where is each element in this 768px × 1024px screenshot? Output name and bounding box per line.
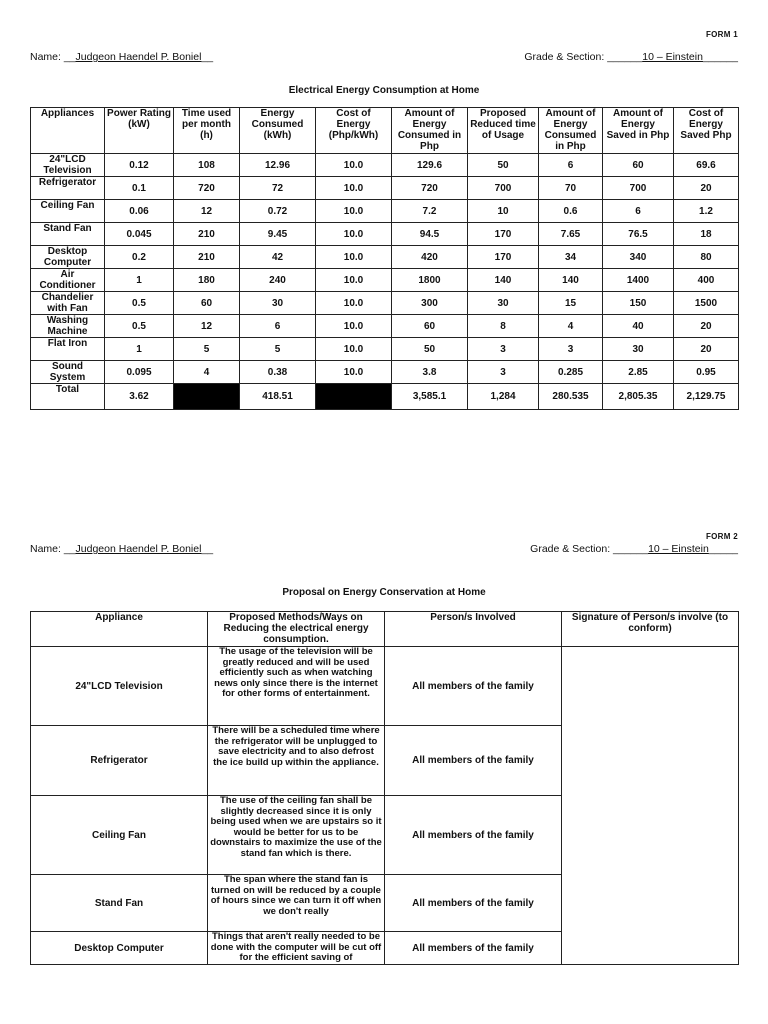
header-cell: Amount of Energy Saved in Php [603,108,674,154]
value-cell: 0.2 [105,246,174,269]
value-cell: 0.5 [105,292,174,315]
total-label: Total [31,384,105,410]
header-cell: Time used per month (h) [174,108,240,154]
value-cell: 0.72 [240,200,316,223]
value-cell: 1.2 [674,200,739,223]
value-cell: 0.12 [105,154,174,177]
header-cell: Cost of Energy Saved Php [674,108,739,154]
value-cell: 5 [174,338,240,361]
value-cell: 700 [468,177,539,200]
table-row [31,292,739,315]
method-cell: Things that aren't really needed to be done with the computer will be cut off for the efficient saving of [208,932,385,965]
value-cell: 1 [105,338,174,361]
value-cell: 0.1 [105,177,174,200]
value-cell: 72 [240,177,316,200]
value-cell: 94.5 [392,223,468,246]
value-cell: 3 [468,361,539,384]
value-cell: 10.0 [316,177,392,200]
value-cell: 210 [174,223,240,246]
value-cell: 0.38 [240,361,316,384]
value-cell: 0.045 [105,223,174,246]
total-cell: 3,585.1 [392,384,468,410]
value-cell: 76.5 [603,223,674,246]
appliance-cell: Sound System [31,361,105,384]
header-cell: Power Rating (kW) [105,108,174,154]
appliance-cell: Ceiling Fan [31,200,105,223]
value-cell: 6 [240,315,316,338]
table-row [31,315,739,338]
table-row [31,338,739,361]
table-header-row [31,612,739,647]
header-cell: Signature of Person/s involve (to conform) [562,612,739,647]
energy-consumption-table [30,107,739,410]
value-cell: 69.6 [674,154,739,177]
value-cell: 70 [539,177,603,200]
appliance-cell: 24"LCD Television [31,154,105,177]
value-cell: 10.0 [316,315,392,338]
total-cell: 2,805.35 [603,384,674,410]
value-cell: 420 [392,246,468,269]
persons-cell: All members of the family [385,647,562,726]
form-1-label: FORM 1 [705,30,738,39]
value-cell: 20 [674,338,739,361]
value-cell: 129.6 [392,154,468,177]
method-cell: The use of the ceiling fan shall be slightly decreased since it is only being used when we are upstairs so it would be better for us to be downstairs to maximize the use of the stand fan which is there. [208,796,385,875]
name-label: Name: __ [30,51,76,63]
table-row [31,154,739,177]
value-cell: 10.0 [316,338,392,361]
grade-tail: _____ [708,543,738,555]
signature-cell[interactable] [562,647,739,965]
appliance-cell: Washing Machine [31,315,105,338]
grade-value: 10 – Einstein [648,543,709,555]
value-cell: 60 [392,315,468,338]
value-cell: 10.0 [316,269,392,292]
value-cell: 20 [674,177,739,200]
value-cell: 10.0 [316,361,392,384]
value-cell: 1 [105,269,174,292]
method-cell: There will be a scheduled time where the refrigerator will be unplugged to save electricity and to also defrost the ice build up within the appliance. [208,726,385,796]
name-tail: __ [201,51,214,63]
value-cell: 0.095 [105,361,174,384]
header-cell: Amount of Energy Consumed in Php [392,108,468,154]
value-cell: 140 [539,269,603,292]
value-cell: 4 [174,361,240,384]
form-2-label: FORM 2 [705,532,738,541]
persons-cell: All members of the family [385,796,562,875]
value-cell: 6 [603,200,674,223]
value-cell: 170 [468,223,539,246]
table-row [31,361,739,384]
value-cell: 12 [174,200,240,223]
table-row [31,223,739,246]
form-2-name-line [30,543,213,555]
total-cell: 280.535 [539,384,603,410]
form-1-name-line [30,51,213,63]
table-header-row [31,108,739,154]
form-1-title: Electrical Energy Consumption at Home [288,85,480,96]
total-cell: 3.62 [105,384,174,410]
total-cell: 1,284 [468,384,539,410]
value-cell: 10.0 [316,223,392,246]
header-cell: Cost of Energy (Php/kWh) [316,108,392,154]
value-cell: 50 [468,154,539,177]
total-cell [174,384,240,410]
value-cell: 10.0 [316,200,392,223]
form-2-grade-line [530,543,738,555]
persons-cell: All members of the family [385,932,562,965]
appliance-cell: Ceiling Fan [31,796,208,875]
total-cell: 418.51 [240,384,316,410]
value-cell: 12 [174,315,240,338]
method-cell: The span where the stand fan is turned on will be reduced by a couple of hours since we can turn it off when we don't really [208,875,385,932]
value-cell: 8 [468,315,539,338]
header-cell: Person/s Involved [385,612,562,647]
appliance-cell: Desktop Computer [31,932,208,965]
header-cell: Proposed Methods/Ways on Reducing the electrical energy consumption. [208,612,385,647]
value-cell: 42 [240,246,316,269]
appliance-cell: Desktop Computer [31,246,105,269]
header-cell: Amount of Energy Consumed in Php [539,108,603,154]
value-cell: 9.45 [240,223,316,246]
name-value: Judgeon Haendel P. Boniel [75,543,202,555]
appliance-cell: Air Conditioner [31,269,105,292]
value-cell: 210 [174,246,240,269]
appliance-cell: Stand Fan [31,875,208,932]
value-cell: 3.8 [392,361,468,384]
value-cell: 150 [603,292,674,315]
header-cell: Proposed Reduced time of Usage [468,108,539,154]
value-cell: 1500 [674,292,739,315]
value-cell: 0.5 [105,315,174,338]
value-cell: 10.0 [316,292,392,315]
value-cell: 60 [603,154,674,177]
persons-cell: All members of the family [385,875,562,932]
value-cell: 300 [392,292,468,315]
value-cell: 240 [240,269,316,292]
value-cell: 10 [468,200,539,223]
value-cell: 720 [392,177,468,200]
appliance-cell: Chandelier with Fan [31,292,105,315]
value-cell: 60 [174,292,240,315]
value-cell: 140 [468,269,539,292]
value-cell: 108 [174,154,240,177]
method-cell: The usage of the television will be greatly reduced and will be used efficiently such as when watching news only since there is the internet for other forms of entertainment. [208,647,385,726]
value-cell: 30 [603,338,674,361]
table-row [31,200,739,223]
value-cell: 0.95 [674,361,739,384]
form-1-grade-line [524,51,738,63]
value-cell: 400 [674,269,739,292]
appliance-cell: 24"LCD Television [31,647,208,726]
appliance-cell: Refrigerator [31,177,105,200]
table-row [31,246,739,269]
value-cell: 50 [392,338,468,361]
table-row [31,647,739,726]
grade-tail: ______ [702,51,738,63]
appliance-cell: Flat Iron [31,338,105,361]
value-cell: 0.285 [539,361,603,384]
value-cell: 6 [539,154,603,177]
value-cell: 10.0 [316,246,392,269]
form-2-title: Proposal on Energy Conservation at Home [282,587,486,598]
value-cell: 30 [240,292,316,315]
appliance-cell: Refrigerator [31,726,208,796]
value-cell: 700 [603,177,674,200]
total-cell [316,384,392,410]
value-cell: 2.85 [603,361,674,384]
grade-label: Grade & Section: ______ [524,51,643,63]
header-cell: Appliance [31,612,208,647]
value-cell: 7.2 [392,200,468,223]
value-cell: 18 [674,223,739,246]
total-row [31,384,739,410]
value-cell: 34 [539,246,603,269]
header-cell: Energy Consumed (kWh) [240,108,316,154]
value-cell: 1400 [603,269,674,292]
total-cell: 2,129.75 [674,384,739,410]
value-cell: 40 [603,315,674,338]
value-cell: 20 [674,315,739,338]
value-cell: 1800 [392,269,468,292]
value-cell: 12.96 [240,154,316,177]
name-label: Name: __ [30,543,76,555]
name-value: Judgeon Haendel P. Boniel [75,51,202,63]
appliance-cell: Stand Fan [31,223,105,246]
name-tail: __ [201,543,214,555]
value-cell: 3 [468,338,539,361]
value-cell: 720 [174,177,240,200]
grade-value: 10 – Einstein [642,51,703,63]
value-cell: 15 [539,292,603,315]
value-cell: 5 [240,338,316,361]
energy-conservation-table [30,611,739,965]
value-cell: 4 [539,315,603,338]
table-row [31,177,739,200]
grade-label: Grade & Section: ______ [530,543,649,555]
value-cell: 10.0 [316,154,392,177]
persons-cell: All members of the family [385,726,562,796]
table-row [31,269,739,292]
header-cell: Appliances [31,108,105,154]
value-cell: 180 [174,269,240,292]
value-cell: 80 [674,246,739,269]
value-cell: 0.6 [539,200,603,223]
value-cell: 3 [539,338,603,361]
value-cell: 7.65 [539,223,603,246]
value-cell: 30 [468,292,539,315]
value-cell: 340 [603,246,674,269]
value-cell: 170 [468,246,539,269]
value-cell: 0.06 [105,200,174,223]
